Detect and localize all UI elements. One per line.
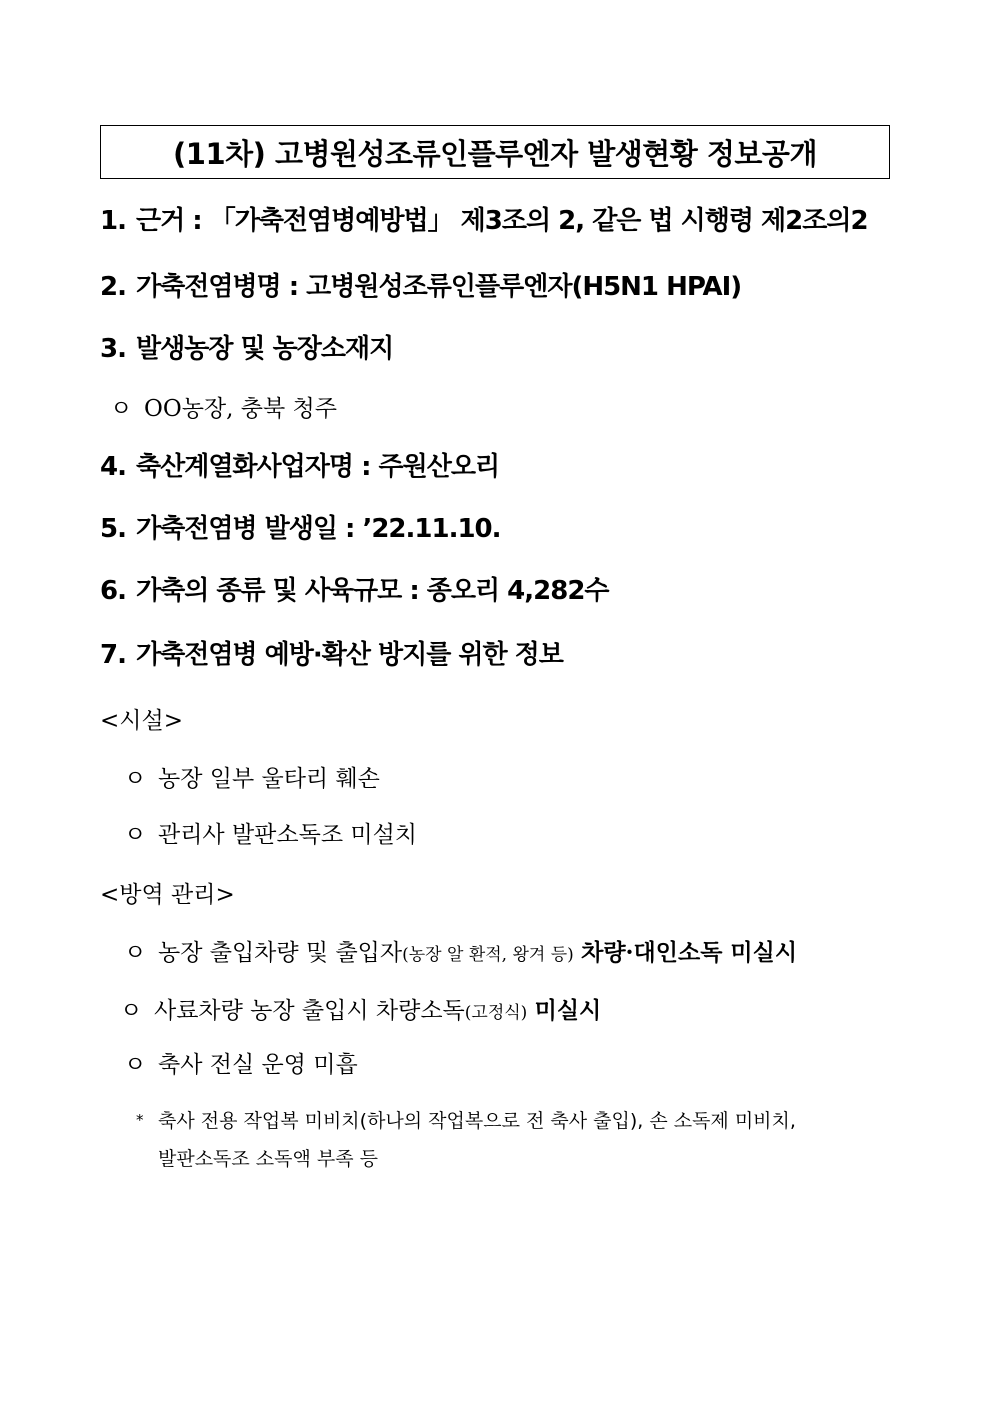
quarantine-heading: <방역 관리> [100,882,235,908]
section-text: 축산계열화사업자명 : 주원산오리 [135,452,500,482]
facility-item [124,816,417,849]
section-number: 6. [100,576,126,606]
section-number: 7. [100,640,126,670]
section-text: 가축전염병 예방·확산 방지를 위한 정보 [135,640,563,670]
section-number: 1. [100,206,126,236]
section-5 [100,508,501,545]
bullet-icon: ㅇ [124,1052,147,1078]
farm-location-text: OO농장, 충북 청주 [144,396,337,422]
section-number: 4. [100,452,126,482]
document-title: (11차) 고병원성조류인플루엔자 발생현황 정보공개 [100,125,890,179]
section-1 [100,200,868,237]
footnote-line-1 [136,1106,796,1133]
section-number: 2. [100,272,126,302]
section-text: 가축의 종류 및 사육규모 : 종오리 4,282수 [135,576,609,606]
section-4 [100,446,499,483]
quarantine-item-finding: 차량·대인소독 미실시 [581,939,798,966]
facility-item-text: 농장 일부 울타리 훼손 [158,766,380,792]
section-text: 가축전염병 발생일 : ’22.11.10. [135,514,501,544]
bullet-icon: ㅇ [124,940,147,966]
quarantine-item-detail: (고정식) [464,1003,528,1023]
bullet-icon: ㅇ [120,998,143,1024]
quarantine-item-text: 사료차량 농장 출입시 차량소독 [154,998,465,1024]
quarantine-item-text: 축사 전실 운영 미흡 [158,1052,358,1078]
footnote-line-2: 발판소독조 소독액 부족 등 [158,1148,379,1170]
quarantine-item-finding: 미실시 [534,997,602,1024]
quarantine-item [120,992,601,1025]
facility-item-text: 관리사 발판소독조 미설치 [158,822,418,848]
quarantine-item [124,934,797,967]
bullet-icon: ㅇ [110,396,133,422]
bullet-icon: ㅇ [124,766,147,792]
section-7 [100,634,563,671]
bullet-icon: ㅇ [124,822,147,848]
section-text: 가축전염병명 : 고병원성조류인플루엔자(H5N1 HPAI) [135,272,742,302]
section-2 [100,266,741,303]
quarantine-item-text: 농장 출입차량 및 출입자 [158,940,403,966]
farm-location-item [110,390,337,423]
asterisk-icon: * [136,1111,144,1129]
section-3 [100,328,393,365]
facility-item [124,760,380,793]
quarantine-item-detail: (농장 알 환적, 왕겨 등) [402,945,574,965]
section-number: 3. [100,334,126,364]
facility-heading: <시설> [100,708,183,734]
section-number: 5. [100,514,126,544]
section-text: 발생농장 및 농장소재지 [135,334,394,364]
footnote-text: 축사 전용 작업복 미비치(하나의 작업복으로 전 축사 출입), 손 소독제 미비치, [158,1110,796,1132]
quarantine-item [124,1046,358,1079]
section-6 [100,570,609,607]
section-text: 근거 : 「가축전염병예방법」 제3조의 2, 같은 법 시행령 제2조의2 [135,206,868,236]
